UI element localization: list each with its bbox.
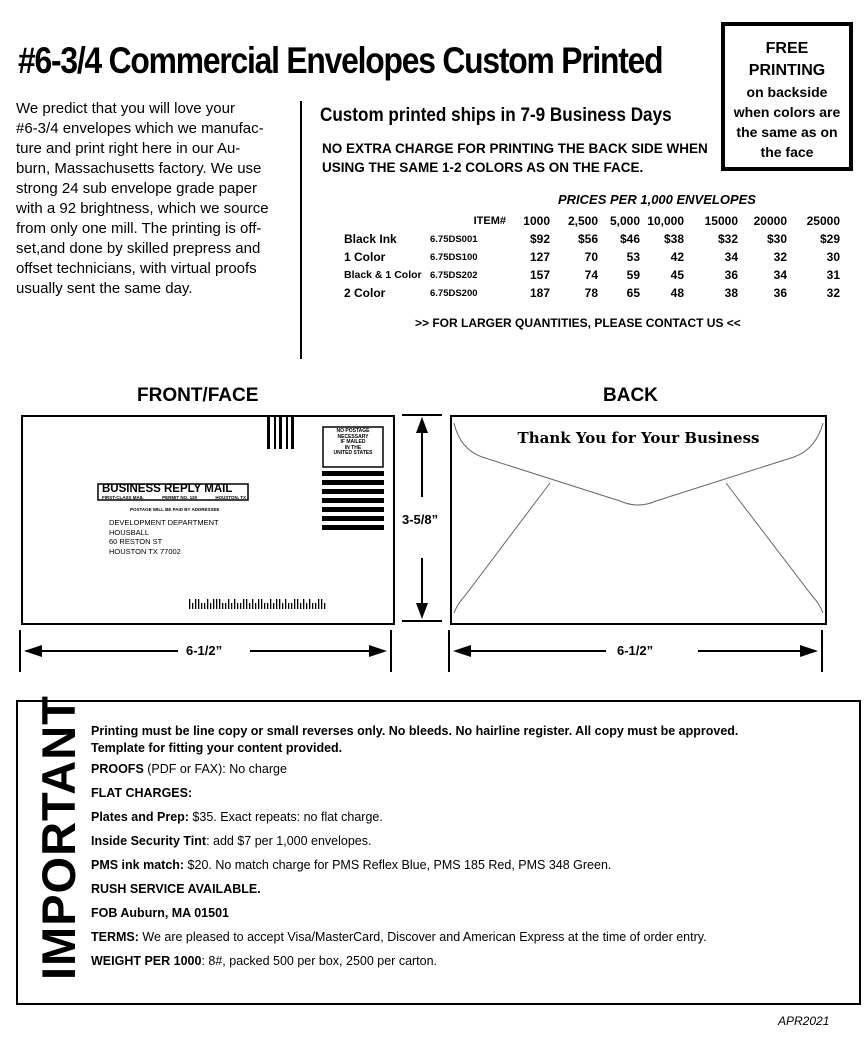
plates-text: $35. Exact repeats: no flat charge. [188, 810, 383, 824]
tint-text: : add $7 per 1,000 envelopes. [206, 834, 372, 848]
price-cell: 78 [584, 286, 598, 300]
address-line: HOUSBALL [109, 527, 150, 537]
no-postage-line: IF MAILED [340, 439, 366, 446]
price-cell: 74 [584, 268, 598, 282]
no-extra-charge-note [322, 139, 742, 177]
price-cell: 1 Color [344, 250, 386, 264]
pms-line [91, 853, 831, 877]
price-cell: 36 [773, 286, 787, 300]
intro-line: We predict that you will love your [16, 100, 235, 117]
postage-paid-notice: POSTAGE WILL BE PAID BY ADDRESSEE [130, 507, 220, 512]
back-width-dimension-label: 6-1/2” [617, 643, 654, 658]
weight-text: : 8#, packed 500 per box, 2500 per carton. [201, 954, 438, 968]
price-cell: 187 [529, 286, 550, 300]
page-title: #6-3/4 Commercial Envelopes Custom Printed [18, 40, 663, 81]
dimension-arrows [0, 400, 866, 690]
brm-sub-text: HOUSTON, TX [215, 495, 246, 500]
price-cell: Black Ink [344, 232, 397, 246]
price-cell: 157 [529, 268, 550, 282]
brm-sub-text: PERMIT NO. 119 [162, 495, 197, 500]
intro-line: ture and print right here in our Au- [16, 140, 241, 157]
price-cell: 34 [773, 268, 787, 282]
revision-date: APR2021 [778, 1014, 830, 1028]
price-header-cell: 1000 [523, 214, 550, 228]
front-face-label: FRONT/FACE [137, 385, 259, 406]
important-details [91, 723, 831, 973]
copy-rule-line: Template for fitting your content provided. [91, 741, 343, 755]
price-row [344, 266, 840, 284]
plates-line [91, 805, 831, 829]
proofs-text: (PDF or FAX): No charge [143, 762, 287, 776]
no-postage-line: UNITED STATES [333, 450, 373, 457]
price-cell: 36 [724, 268, 738, 282]
address-line: DEVELOPMENT DEPARTMENT [109, 518, 219, 527]
weight-label: WEIGHT PER 1000 [91, 954, 202, 968]
price-cell: 6.75DS001 [430, 233, 478, 245]
price-cell: 59 [626, 268, 640, 282]
price-header-row [344, 212, 840, 230]
price-cell: 70 [584, 250, 598, 264]
price-header-cell [344, 212, 430, 230]
price-cell: 6.75DS200 [430, 287, 478, 299]
proofs-label: PROOFS [91, 762, 144, 776]
no-postage-line: IN THE [344, 444, 362, 451]
pms-text: $20. No match charge for PMS Reflex Blue, PMS 185 Red, PMS 348 Green. [184, 858, 612, 872]
price-row [344, 248, 840, 266]
flat-charges-heading: FLAT CHARGES: [91, 786, 193, 800]
price-cell: 48 [670, 286, 684, 300]
price-row [344, 284, 840, 302]
thank-you-text: Thank You for Your Business [517, 429, 760, 447]
address-line: 60 RESTON ST [109, 537, 163, 546]
price-cell: $32 [717, 232, 738, 246]
vertical-divider [300, 101, 302, 359]
price-header-cell: 2,500 [567, 214, 598, 228]
pms-label: PMS ink match: [91, 858, 185, 872]
price-cell: 32 [826, 286, 840, 300]
price-cell: 65 [626, 286, 640, 300]
copy-rules [91, 723, 831, 757]
price-cell: 31 [826, 268, 840, 282]
important-vertical-title: IMPORTANT [32, 695, 85, 980]
intro-line: from only one mill. The printing is off- [16, 220, 262, 237]
free-line: when colors are [733, 104, 841, 120]
price-header-cell: 15000 [704, 214, 738, 228]
price-cell: $29 [819, 232, 840, 246]
price-cell: 45 [670, 268, 684, 282]
fob-line: FOB Auburn, MA 01501 [91, 906, 229, 920]
price-cell: 34 [724, 250, 738, 264]
no-postage-line: NO POSTAGE [336, 428, 370, 434]
free-line: PRINTING [748, 62, 826, 79]
intro-line: set,and done by skilled prepress and [16, 240, 261, 257]
price-header-cell: 10,000 [647, 214, 684, 228]
price-cell: $92 [529, 232, 550, 246]
price-cell: 38 [724, 286, 738, 300]
price-cell: 6.75DS202 [430, 269, 478, 281]
rush-service: RUSH SERVICE AVAILABLE. [91, 882, 261, 896]
ships-heading: Custom printed ships in 7-9 Business Days [320, 105, 672, 126]
price-cell: 127 [529, 250, 550, 264]
address-line: HOUSTON TX 77002 [109, 546, 181, 556]
back-label: BACK [603, 385, 658, 406]
price-cell: 42 [670, 250, 684, 264]
proofs-line [91, 757, 831, 781]
price-cell: $46 [619, 232, 640, 246]
free-line: FREE [765, 40, 809, 57]
price-cell: 2 Color [344, 286, 386, 300]
price-header-cell: ITEM# [473, 215, 506, 227]
tint-label: Inside Security Tint [91, 834, 207, 848]
business-reply-mail: BUSINESS REPLY MAIL [102, 483, 233, 495]
terms-line [91, 925, 831, 949]
copy-rule-line: Printing must be line copy or small reverses only. No bleeds. No hairline register. All copy must be approved. [91, 724, 739, 738]
intro-line: strong 24 sub envelope grade paper [16, 180, 258, 197]
free-line: on backside [746, 84, 828, 100]
price-header-cell: 20000 [753, 214, 787, 228]
price-cell: Black & 1 Color [344, 269, 422, 281]
no-extra-line: NO EXTRA CHARGE FOR PRINTING THE BACK SIDE WHEN [322, 141, 708, 156]
intro-paragraph [16, 99, 294, 299]
no-extra-line: USING THE SAME 1-2 COLORS AS ON THE FACE. [322, 160, 644, 175]
price-header-cell: 25000 [806, 214, 840, 228]
larger-quantities-note: >> FOR LARGER QUANTITIES, PLEASE CONTACT US << [415, 316, 741, 330]
tint-line [91, 829, 831, 853]
intro-line: usually sent the same day. [16, 280, 193, 297]
terms-text: We are pleased to accept Visa/MasterCard, Discover and American Express at the time of order entry. [138, 930, 707, 944]
free-line: the same as on [736, 124, 838, 140]
intro-line: #6-3/4 envelopes which we manufac- [16, 120, 264, 137]
price-cell: $38 [663, 232, 684, 246]
intro-line: with a 92 brightness, which we source [16, 200, 269, 217]
terms-label: TERMS: [91, 930, 139, 944]
price-cell: 6.75DS100 [430, 251, 478, 263]
price-cell: $30 [766, 232, 787, 246]
price-cell: 30 [826, 250, 840, 264]
price-cell: 32 [773, 250, 787, 264]
price-cell: 53 [626, 250, 640, 264]
intro-line: burn, Massachusetts factory. We use [16, 160, 262, 177]
plates-label: Plates and Prep: [91, 810, 189, 824]
free-line: the face [760, 144, 814, 160]
height-dimension-label: 3-5/8” [402, 512, 439, 527]
price-cell: $56 [577, 232, 598, 246]
weight-line [91, 949, 831, 973]
brm-sub-text: FIRST-CLASS MAIL [102, 495, 144, 500]
prices-heading: PRICES PER 1,000 ENVELOPES [558, 192, 756, 207]
price-header-cell: 5,000 [609, 214, 640, 228]
price-row [344, 230, 840, 248]
front-width-dimension-label: 6-1/2” [186, 643, 223, 658]
intro-line: offset technicians, with virtual proofs [16, 260, 257, 277]
no-postage-line: NECESSARY [337, 433, 369, 440]
price-table [344, 212, 840, 302]
